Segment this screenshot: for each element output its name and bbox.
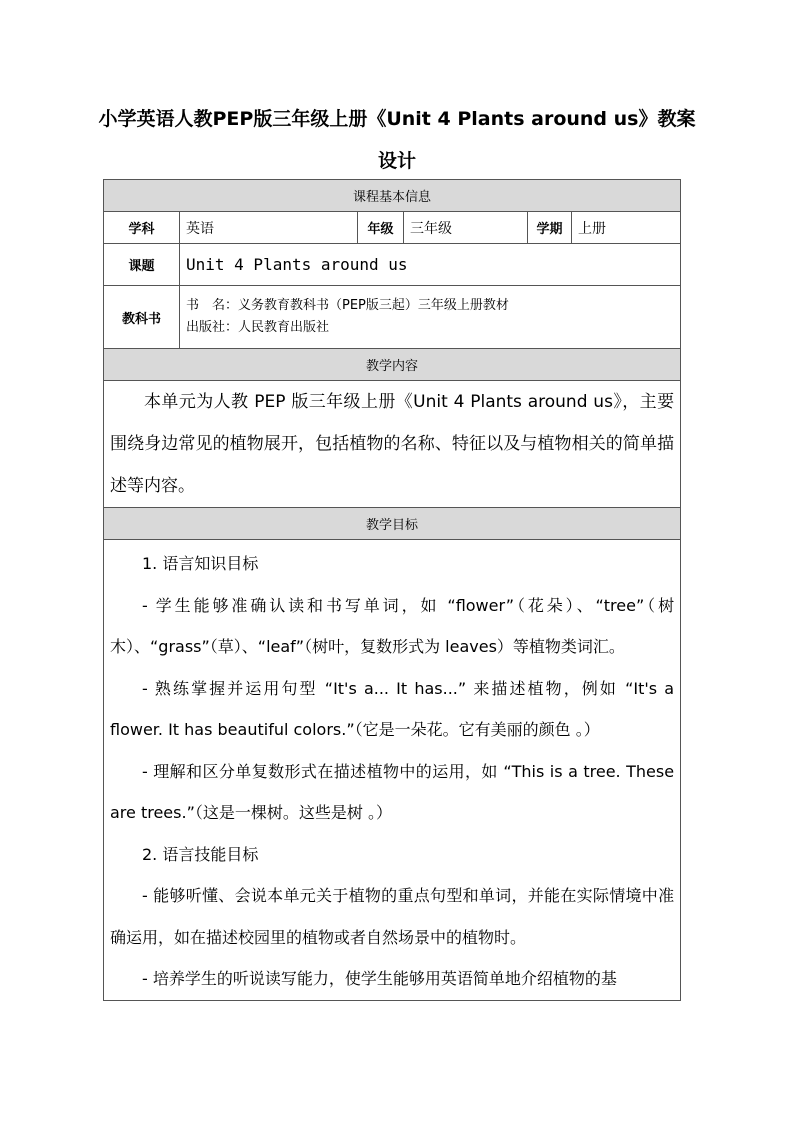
basic-info-header: 课程基本信息 xyxy=(104,180,681,212)
subject-value: 英语 xyxy=(180,212,358,244)
goal-item: - 理解和区分单复数形式在描述植物中的运用，如 “This is a tree. These are trees.”（这是一棵树。这些是树 。） xyxy=(110,761,675,822)
document-title-line2: 设计 xyxy=(377,150,416,172)
term-value: 上册 xyxy=(572,212,681,244)
subject-label: 学科 xyxy=(104,212,180,244)
document-title-line1: 小学英语人教PEP版三年级上册《Unit 4 Plants around us》教案 xyxy=(98,108,696,130)
goal-heading-knowledge: 1. 语言知识目标 xyxy=(142,554,259,573)
goal-heading-skills: 2. 语言技能目标 xyxy=(142,844,259,864)
grade-value: 三年级 xyxy=(404,212,528,244)
content-body xyxy=(104,381,681,508)
goal-item: - 学生能够准确认读和书写单词，如 “flower”（花朵）、“tree”（树木）、“grass”（草）、“leaf”（树叶，复数形式为 leaves）等植物类词汇。 xyxy=(110,595,675,656)
textbook-label: 教科书 xyxy=(104,286,180,349)
goals-header: 教学目标 xyxy=(104,508,681,540)
goal-item: - 熟练掌握并运用句型 “It's a... It has...” 来描述植物，例如 “It's a flower. It has beautiful colors.”（它是一朵花。它有美丽的颜色 。） xyxy=(110,678,675,739)
topic-value: Unit 4 Plants around us xyxy=(180,244,681,286)
topic-label: 课题 xyxy=(104,244,180,286)
goal-item: - 能够听懂、会说本单元关于植物的重点句型和单词，并能在实际情境中准确运用，如在描述校园里的植物或者自然场景中的植物时。 xyxy=(110,886,675,947)
content-paragraph: 本单元为人教 PEP 版三年级上册《Unit 4 Plants around us》，主要围绕身边常见的植物展开，包括植物的名称、特征以及与植物相关的简单描述等内容。 xyxy=(110,392,675,496)
textbook-name: 书 名：义务教育教科书（PEP版三起）三年级上册教材 xyxy=(186,298,509,313)
content-header: 教学内容 xyxy=(104,349,681,381)
lesson-plan-table xyxy=(103,179,681,1001)
textbook-info xyxy=(180,286,681,349)
goal-item: - 培养学生的听说读写能力，使学生能够用英语简单地介绍植物的基 xyxy=(142,969,617,988)
grade-label: 年级 xyxy=(358,212,404,244)
term-label: 学期 xyxy=(528,212,572,244)
textbook-publisher: 出版社：人民教育出版社 xyxy=(186,320,330,335)
goals-body xyxy=(104,540,681,1001)
